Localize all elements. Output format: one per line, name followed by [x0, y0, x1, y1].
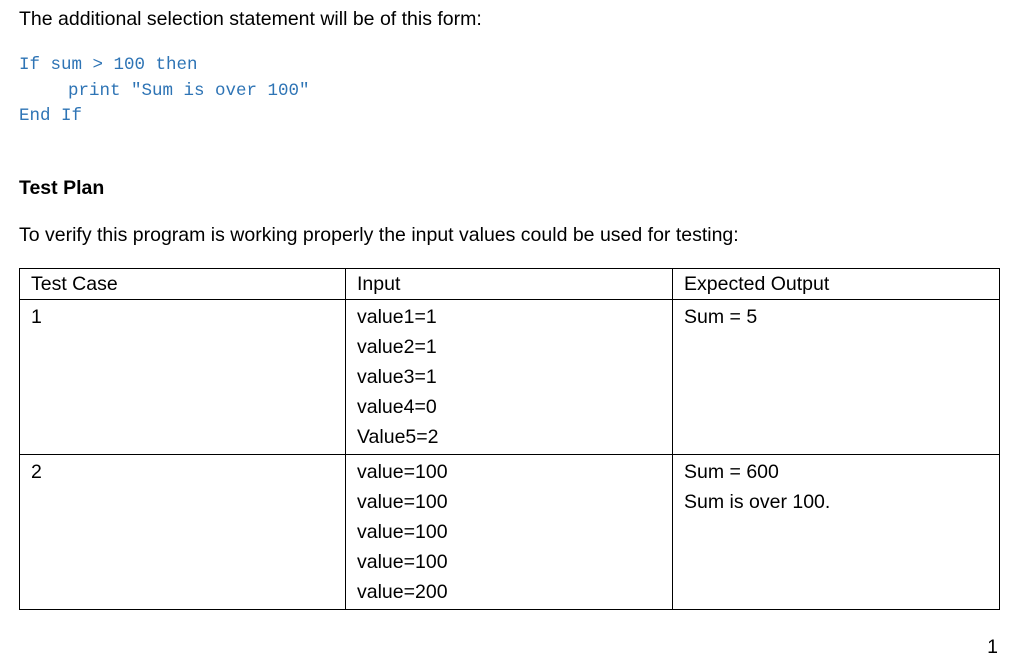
column-header-expected-output: Expected Output [673, 269, 1000, 300]
test-case-cell [20, 300, 346, 455]
code-line-end-if: End If [19, 106, 83, 126]
expected-output-value: Sum = 5 [684, 306, 758, 328]
table-row [20, 300, 1000, 455]
input-value: value=200 [357, 581, 448, 603]
input-value: value4=0 [357, 396, 437, 418]
input-value: value=100 [357, 551, 448, 573]
intro-text: The additional selection statement will be of this form: [19, 8, 482, 30]
column-header-input: Input [346, 269, 673, 300]
input-value: value=100 [357, 491, 448, 513]
test-plan-heading: Test Plan [19, 177, 105, 199]
input-value: value1=1 [357, 306, 437, 328]
input-value: value2=1 [357, 336, 437, 358]
input-cell [346, 455, 673, 610]
expected-output-value: Sum = 600 [684, 461, 779, 483]
table-header-row [20, 269, 1000, 300]
test-plan-table [19, 268, 1000, 610]
test-case-number: 1 [31, 306, 42, 328]
code-block [19, 53, 310, 130]
column-header-test-case: Test Case [20, 269, 346, 300]
page-number: 1 [987, 636, 998, 658]
code-line-if: If sum > 100 then [19, 55, 198, 75]
table-row [20, 455, 1000, 610]
expected-output-cell [673, 455, 1000, 610]
test-case-cell [20, 455, 346, 610]
expected-output-cell [673, 300, 1000, 455]
input-value: value3=1 [357, 366, 437, 388]
input-cell [346, 300, 673, 455]
expected-output-value: Sum is over 100. [684, 491, 831, 513]
test-case-number: 2 [31, 461, 42, 483]
input-value: Value5=2 [357, 426, 439, 448]
input-value: value=100 [357, 521, 448, 543]
input-value: value=100 [357, 461, 448, 483]
test-plan-description: To verify this program is working properly the input values could be used for testing: [19, 224, 739, 246]
code-line-print: print "Sum is over 100" [68, 80, 310, 101]
